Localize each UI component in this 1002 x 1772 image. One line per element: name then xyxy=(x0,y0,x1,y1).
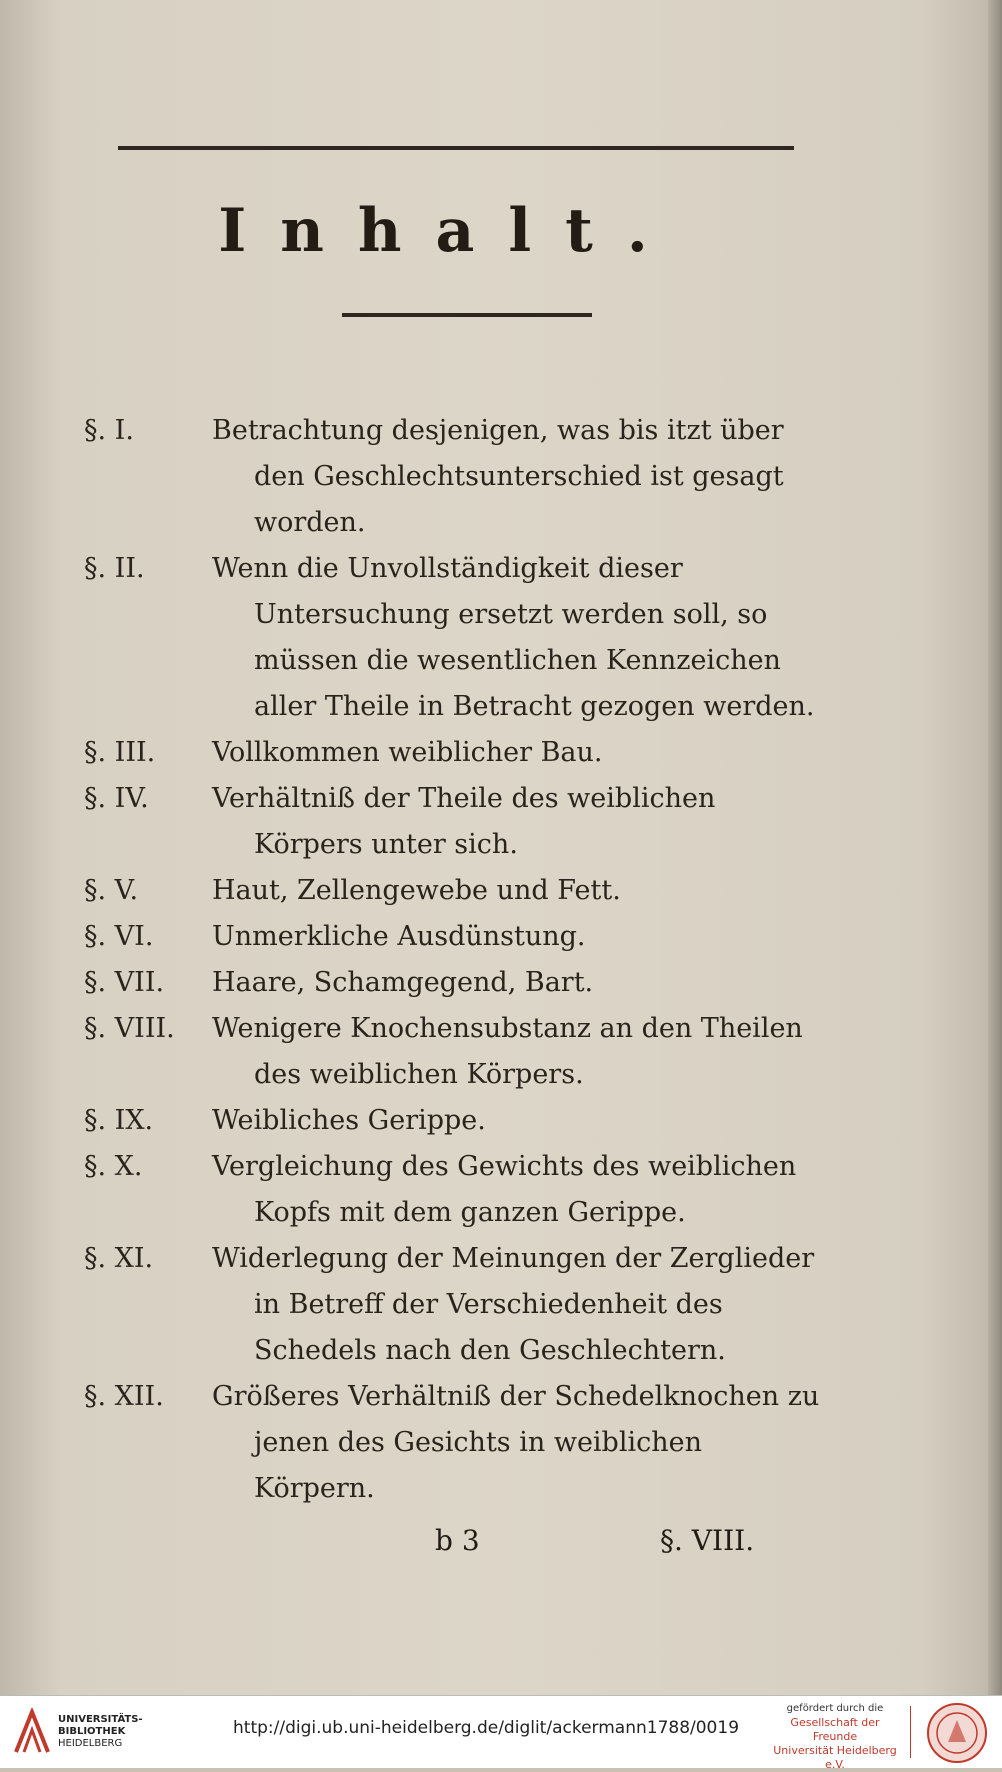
sponsor-credit: gefördert durch die Gesellschaft der Freunde Universität Heidelberg e.V. xyxy=(773,1703,897,1771)
heading-rule xyxy=(342,313,592,317)
section-title: Größeres Verhältniß der Schedelknochen zu jenen des Gesichts in weiblichen Körpern. xyxy=(212,1381,820,1504)
section-title: Vollkommen weiblicher Bau. xyxy=(212,737,603,768)
toc-entry xyxy=(84,868,824,914)
section-title: Betrachtung desjenigen, was bis itzt über den Geschlechtsunterschied ist gesagt worden. xyxy=(212,415,784,538)
section-number: §. IX. xyxy=(84,1105,154,1136)
toc-entry xyxy=(84,408,824,546)
table-of-contents xyxy=(84,408,824,1512)
section-title: Widerlegung der Meinungen der Zerglieder in Betreff der Verschiedenheit des Schedels nach den Geschlechtern. xyxy=(212,1243,815,1366)
section-number: §. XII. xyxy=(84,1381,164,1412)
section-number: §. III. xyxy=(84,737,156,768)
section-title: Verhältniß der Theile des weiblichen Körpers unter sich. xyxy=(212,783,716,860)
section-title: Weibliches Gerippe. xyxy=(212,1105,486,1136)
page-heading: Inhalt. xyxy=(218,196,682,266)
toc-entry xyxy=(84,1144,824,1236)
section-number: §. VIII. xyxy=(84,1013,175,1044)
footer-divider xyxy=(910,1706,911,1758)
toc-entry xyxy=(84,776,824,868)
section-title: Unmerkliche Ausdünstung. xyxy=(212,921,586,952)
permalink-url[interactable]: http://digi.ub.uni-heidelberg.de/diglit/ackermann1788/0019 xyxy=(233,1718,740,1738)
toc-entry xyxy=(84,730,824,776)
toc-entry xyxy=(84,914,824,960)
section-number: §. XI. xyxy=(84,1243,154,1274)
toc-entry xyxy=(84,546,824,730)
section-number: §. VII. xyxy=(84,967,165,998)
section-number: §. II. xyxy=(84,553,145,584)
section-title: Haare, Schamgegend, Bart. xyxy=(212,967,594,998)
toc-entry xyxy=(84,1236,824,1374)
section-number: §. X. xyxy=(84,1151,143,1182)
toc-entry xyxy=(84,1374,824,1512)
catchword: §. VIII. xyxy=(660,1524,755,1557)
signature-mark: b 3 xyxy=(435,1524,480,1557)
section-number: §. IV. xyxy=(84,783,149,814)
toc-entry xyxy=(84,1098,824,1144)
section-number: §. I. xyxy=(84,415,134,446)
library-name: UNIVERSITÄTS- BIBLIOTHEK HEIDELBERG xyxy=(58,1714,143,1749)
section-title: Wenn die Unvollständigkeit dieser Untersuchung ersetzt werden soll, so müssen die wesentlichen Kennzeichen aller Theile in Betracht gezogen werden. xyxy=(212,553,815,722)
section-number: §. V. xyxy=(84,875,139,906)
section-number: §. VI. xyxy=(84,921,154,952)
section-title: Wenigere Knochensubstanz an den Theilen des weiblichen Körpers. xyxy=(212,1013,803,1090)
library-logo-icon xyxy=(12,1708,52,1756)
viewer-footer xyxy=(0,1695,1002,1771)
toc-entry xyxy=(84,960,824,1006)
section-title: Vergleichung des Gewichts des weiblichen Kopfs mit dem ganzen Gerippe. xyxy=(212,1151,797,1228)
top-rule xyxy=(118,146,794,150)
university-seal-icon xyxy=(926,1702,988,1764)
toc-entry xyxy=(84,1006,824,1098)
section-title: Haut, Zellengewebe und Fett. xyxy=(212,875,621,906)
page-edge xyxy=(988,0,1002,1695)
